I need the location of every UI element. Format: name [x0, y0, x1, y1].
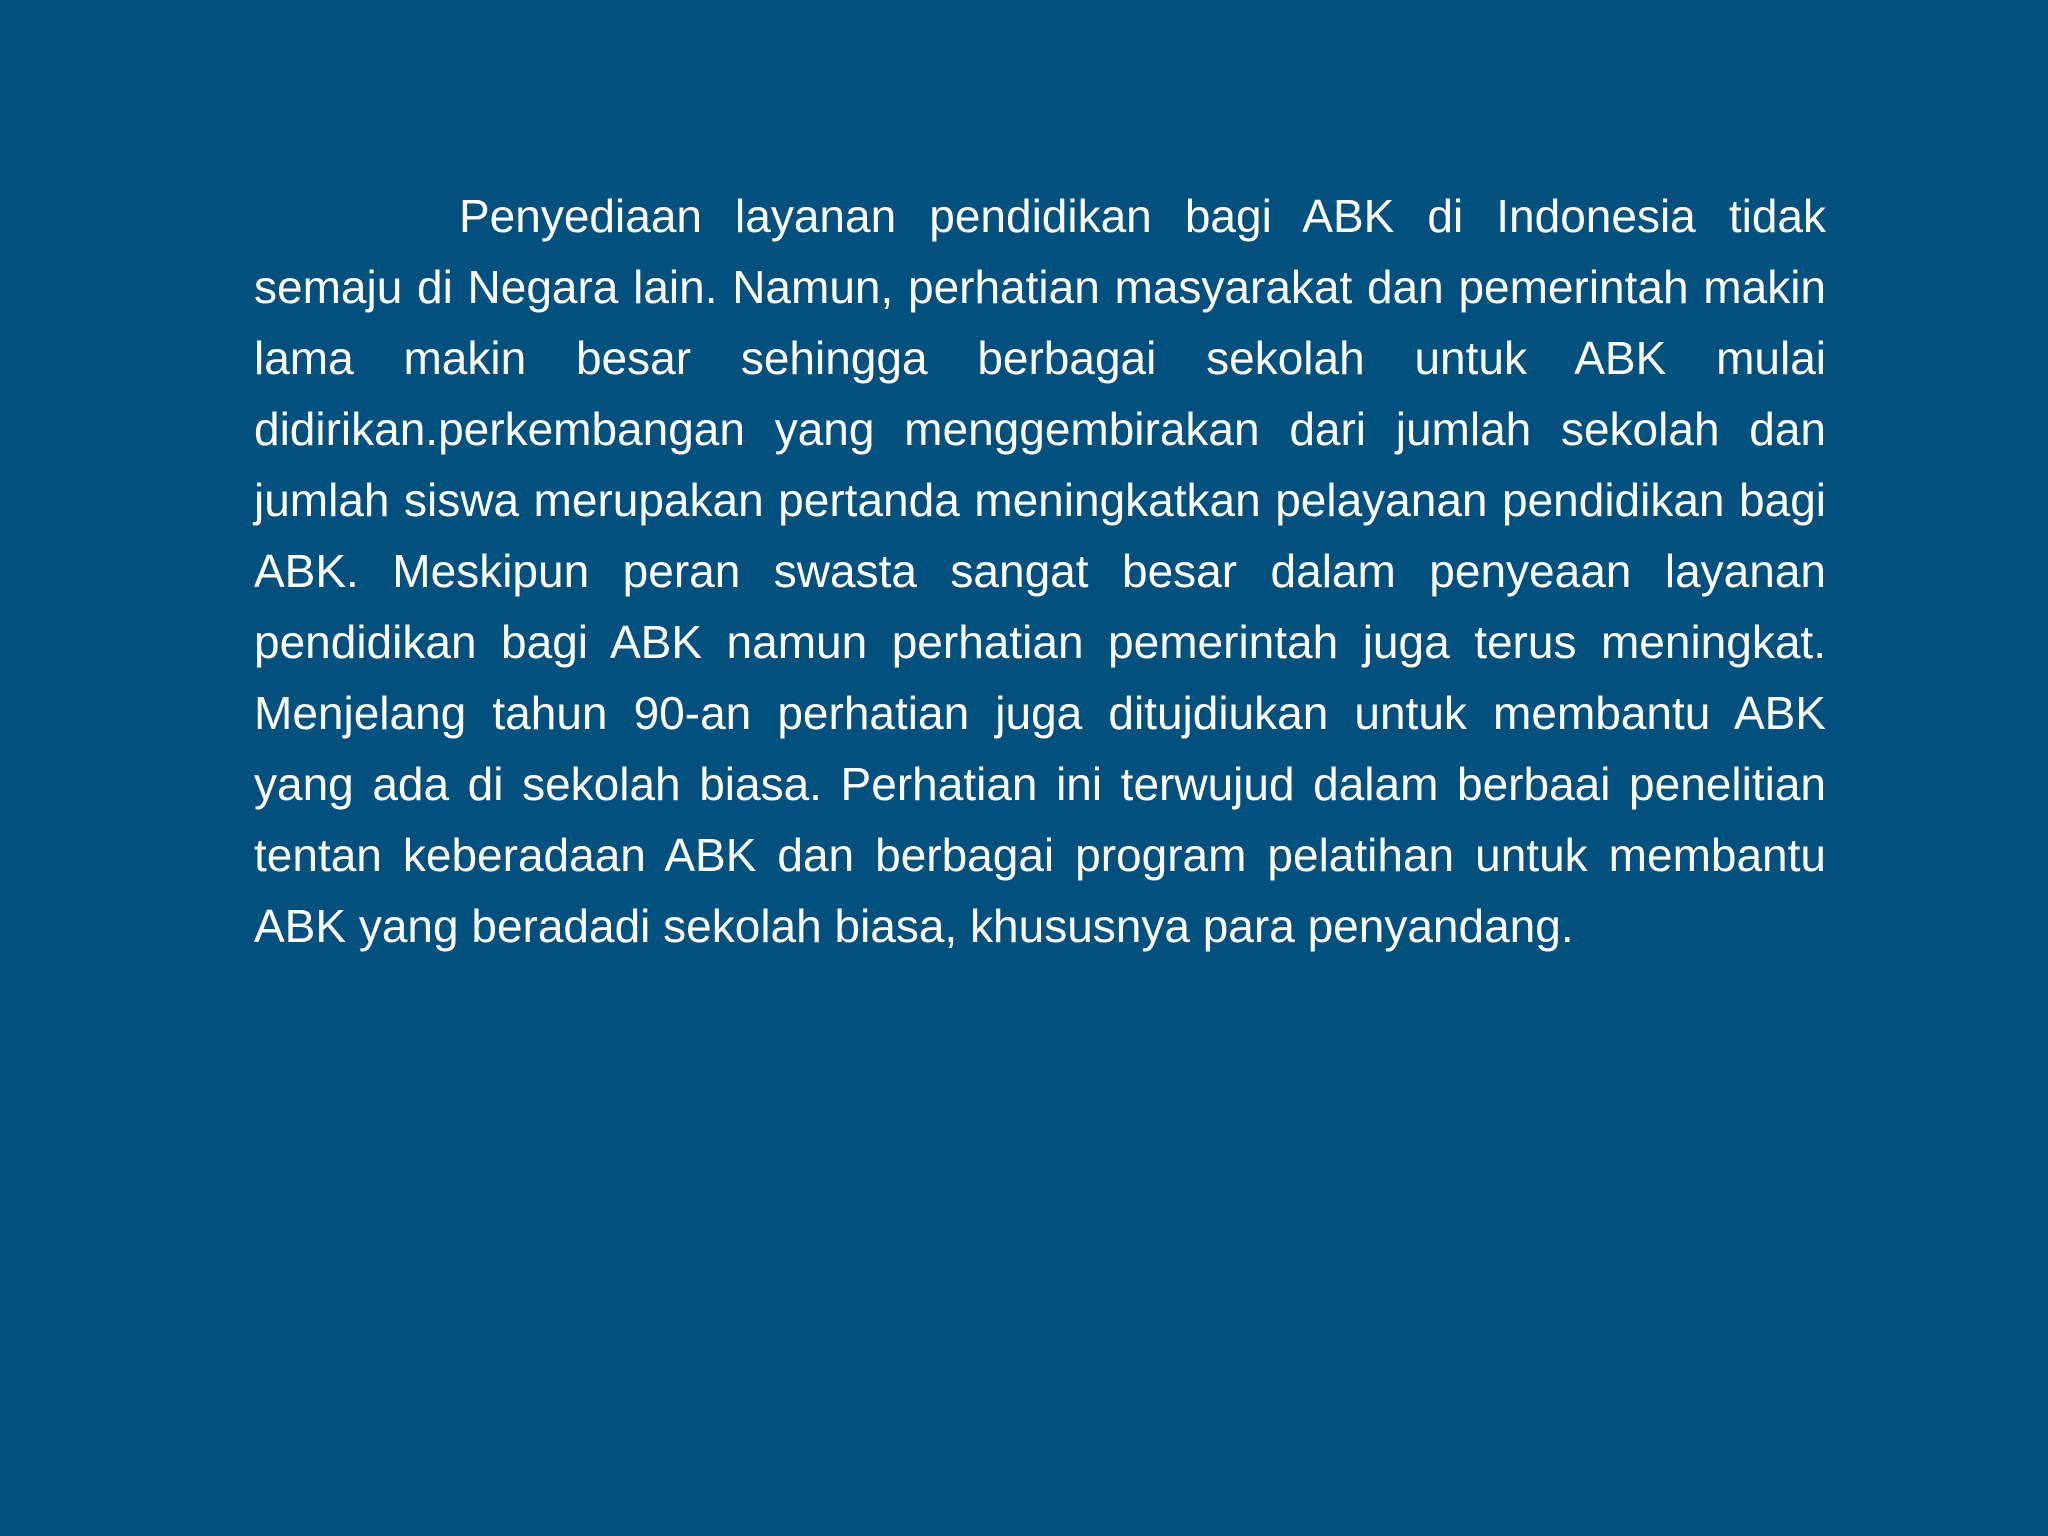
body-paragraph: Penyediaan layanan pendidikan bagi ABK di Indonesia tidak semaju di Negara lain. Namun, perhatian masyarakat dan pemerintah makin lama makin besar sehingga berbagai sekolah untuk ABK mulai didirikan.perkembangan yang menggembirakan dari jumlah sekolah dan jumlah siswa merupakan pertanda meningkatkan pelayanan pendidikan bagi ABK. Meskipun peran swasta sangat besar dalam penyeaan layanan pendidikan bagi ABK namun perhatian pemerintah juga terus meningkat. Menjelang tahun 90-an perhatian juga ditujdiukan untuk membantu ABK yang ada di sekolah biasa. Perhatian ini terwujud dalam berbaai penelitian tentan keberadaan ABK dan berbagai program pelatihan untuk membantu ABK yang beradadi sekolah biasa, khususnya para penyandang.	[254, 190, 1826, 952]
